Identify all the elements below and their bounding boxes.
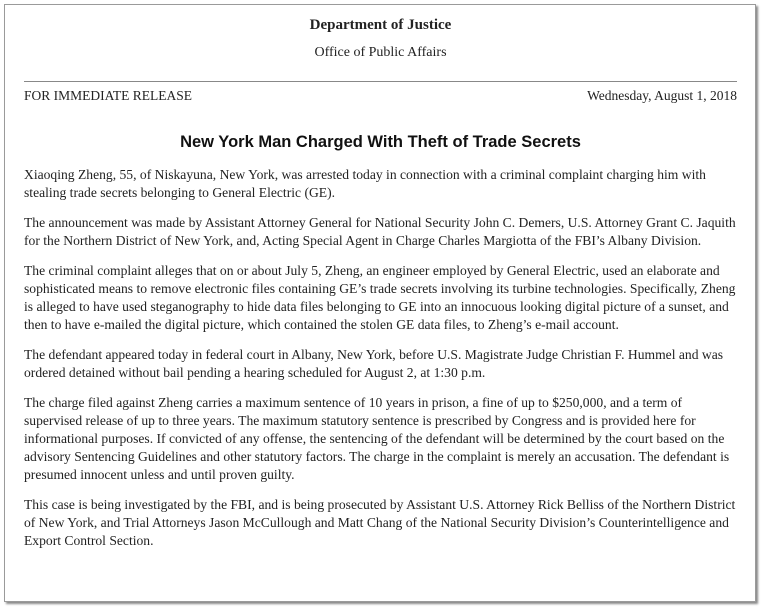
- article-body: [24, 166, 737, 562]
- press-release-content: [24, 5, 737, 601]
- paragraph-announcement: The announcement was made by Assistant Attorney General for National Security John C. Demers, U.S. Attorney Grant C. Jaquith for the Northern District of New York, and, Acting Special Agent in Charge Charles Margiotta of the FBI’s Albany Division.: [24, 215, 736, 248]
- paragraph-court-appearance: The defendant appeared today in federal court in Albany, New York, before U.S. Magistrate Judge Christian F. Hummel and was ordered detained without bail pending a hearing scheduled for August 2, at 1:30 p.m.: [24, 347, 724, 380]
- paragraph-investigation: This case is being investigated by the FBI, and is being prosecuted by Assistant U.S. Attorney Rick Belliss of the Northern District of New York, and Trial Attorneys Jason McCullough and Matt Chang of the National Security Division’s Counterintelligence and Export Control Section.: [24, 497, 736, 548]
- office-subtitle: Office of Public Affairs: [314, 45, 447, 60]
- release-label: FOR IMMEDIATE RELEASE: [24, 88, 192, 103]
- department-title: Department of Justice: [309, 17, 452, 33]
- paragraph-arrest: Xiaoqing Zheng, 55, of Niskayuna, New York, was arrested today in connection with a criminal complaint charging him with stealing trade secrets belonging to General Electric (GE).: [24, 167, 706, 200]
- press-release-frame: [4, 4, 756, 602]
- header-divider: [24, 81, 737, 82]
- paragraph-complaint: The criminal complaint alleges that on or about July 5, Zheng, an engineer employed by General Electric, used an elaborate and sophisticated means to remove electronic files containing GE’s trade secrets involving its turbine technologies. Specifically, Zheng is alleged to have used steganography to hide data files belonging to GE into an innocuous looking digital picture of a sunset, and then to have e-mailed the digital picture, which contained the stolen GE data files, to Zheng’s e-mail account.: [24, 263, 736, 332]
- paragraph-sentence: The charge filed against Zheng carries a maximum sentence of 10 years in prison, a fine of up to $250,000, and a term of supervised release of up to three years. The maximum statutory sentence is prescribed by Congress and is provided here for informational purposes. If convicted of any offense, the sentencing of the defendant will be determined by the court based on the advisory Sentencing Guidelines and other statutory factors. The charge in the complaint is merely an accusation. The defendant is presumed innocent unless and until proven guilty.: [24, 395, 730, 482]
- release-date: Wednesday, August 1, 2018: [587, 88, 737, 103]
- headline: New York Man Charged With Theft of Trade Secrets: [180, 133, 581, 151]
